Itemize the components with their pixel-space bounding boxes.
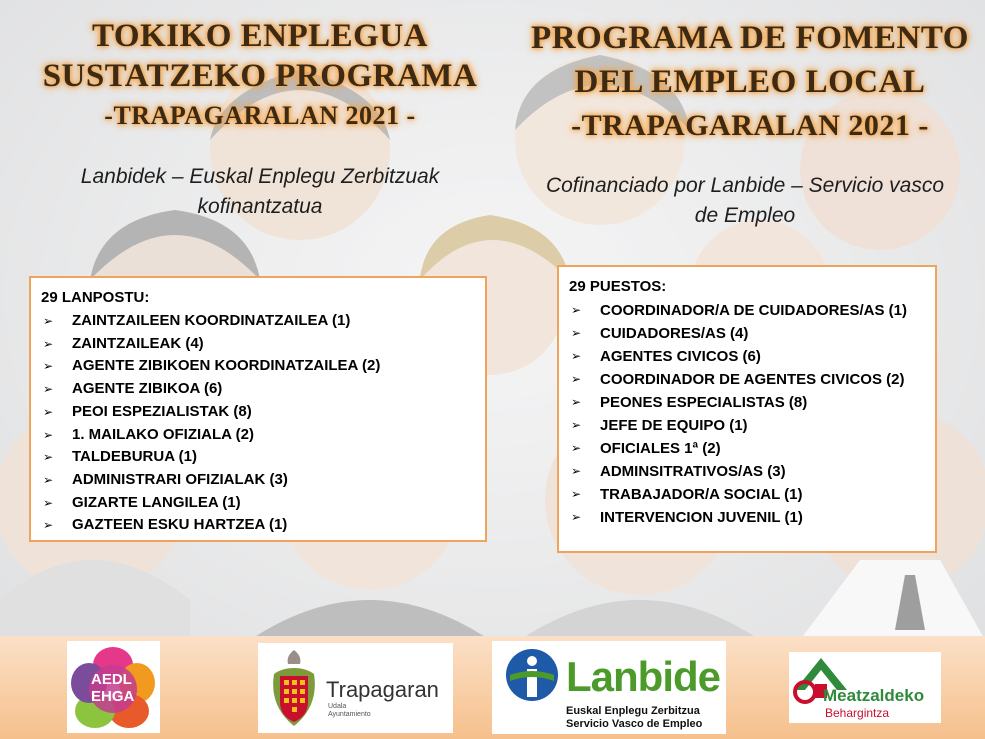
trapagaran-logo-sub1: Udala bbox=[328, 703, 347, 710]
trapagaran-logo-name: Trapagaran bbox=[326, 677, 439, 702]
meatzaldeko-logo-name: Meatzaldeko bbox=[823, 686, 925, 705]
arrow-bullet-icon: ➢ bbox=[571, 372, 582, 386]
job-basque-item bbox=[41, 492, 475, 515]
arrow-bullet-icon: ➢ bbox=[43, 336, 54, 351]
job-basque-item-label: AGENTE ZIBIKOEN KOORDINATZAILEA (2) bbox=[72, 357, 381, 375]
aedl-ehga-logo bbox=[67, 641, 160, 733]
aedl-logo-line2: EHGA bbox=[91, 688, 135, 705]
job-list-basque bbox=[29, 276, 487, 542]
arrow-bullet-icon: ➢ bbox=[571, 487, 582, 501]
arrow-bullet-icon: ➢ bbox=[571, 326, 582, 340]
arrow-bullet-icon: ➢ bbox=[43, 518, 54, 533]
job-basque-item bbox=[41, 355, 475, 378]
job-basque-item bbox=[41, 401, 475, 424]
job-spanish-item-label: COORDINADOR DE AGENTES CIVICOS (2) bbox=[600, 371, 905, 388]
job-spanish-item-label: PEONES ESPECIALISTAS (8) bbox=[600, 394, 808, 411]
arrow-bullet-icon: ➢ bbox=[43, 495, 54, 510]
arrow-bullet-icon: ➢ bbox=[43, 427, 54, 442]
job-spanish-item bbox=[569, 506, 925, 529]
job-basque-item-label: 1. MAILAKO OFIZIALA (2) bbox=[72, 425, 254, 443]
job-spanish-item-label: AGENTES CIVICOS (6) bbox=[600, 348, 761, 365]
job-list-spanish bbox=[557, 265, 937, 553]
job-basque-item-label: AGENTE ZIBIKOA (6) bbox=[72, 380, 223, 398]
job-spanish-item bbox=[569, 483, 925, 506]
title-spanish-line2: DEL EMPLEO LOCAL bbox=[574, 64, 926, 100]
job-spanish-item-label: TRABAJADOR/A SOCIAL (1) bbox=[600, 486, 803, 503]
job-basque-item-label: GAZTEEN ESKU HARTZEA (1) bbox=[72, 516, 288, 534]
job-list-spanish-heading: 29 PUESTOS: bbox=[569, 278, 667, 295]
job-basque-item bbox=[41, 310, 475, 333]
job-spanish-item-label: CUIDADORES/AS (4) bbox=[600, 325, 749, 342]
job-list-spanish-items bbox=[569, 299, 925, 529]
job-spanish-item-label: INTERVENCION JUVENIL (1) bbox=[600, 509, 803, 526]
job-basque-item-label: ADMINISTRARI OFIZIALAK (3) bbox=[72, 470, 288, 488]
job-basque-item bbox=[41, 378, 475, 401]
job-basque-item bbox=[41, 333, 475, 356]
job-basque-item-label: ZAINTZAILEAK (4) bbox=[72, 334, 204, 352]
job-basque-item-label: TALDEBURUA (1) bbox=[72, 448, 197, 466]
arrow-bullet-icon: ➢ bbox=[571, 303, 582, 317]
meatzaldeko-logo bbox=[789, 652, 941, 723]
job-spanish-item-label: COORDINADOR/A DE CUIDADORES/AS (1) bbox=[600, 302, 907, 319]
meatzaldeko-logo-sub: Behargintza bbox=[825, 706, 890, 720]
subtitle-basque: Lanbidek – Euskal Enplegu Zerbitzuak kofinantzatua bbox=[80, 165, 440, 218]
job-spanish-item bbox=[569, 414, 925, 437]
job-spanish-item bbox=[569, 322, 925, 345]
job-basque-item bbox=[41, 469, 475, 492]
job-spanish-item-label: JEFE DE EQUIPO (1) bbox=[600, 417, 748, 434]
job-basque-item-label: GIZARTE LANGILEA (1) bbox=[72, 493, 241, 511]
arrow-bullet-icon: ➢ bbox=[571, 418, 582, 432]
title-basque bbox=[40, 16, 480, 136]
job-basque-item-label: ZAINTZAILEEN KOORDINATZAILEA (1) bbox=[72, 312, 351, 329]
arrow-bullet-icon: ➢ bbox=[43, 450, 54, 465]
job-basque-item-label: PEOI ESPEZIALISTAK (8) bbox=[72, 402, 252, 420]
arrow-bullet-icon: ➢ bbox=[43, 314, 54, 328]
arrow-bullet-icon: ➢ bbox=[571, 441, 582, 455]
arrow-bullet-icon: ➢ bbox=[571, 464, 582, 478]
subtitle-spanish: Cofinanciado por Lanbide – Servicio vasco de Empleo bbox=[545, 174, 945, 227]
aedl-logo-line1: AEDL bbox=[91, 671, 132, 688]
arrow-bullet-icon: ➢ bbox=[571, 395, 582, 409]
trapagaran-coat-of-arms-icon bbox=[264, 646, 324, 731]
job-spanish-item-label: OFICIALES 1ª (2) bbox=[600, 440, 721, 457]
title-basque-line3: -TRAPAGARALAN 2021 - bbox=[104, 101, 416, 130]
job-list-basque-heading: 29 LANPOSTU: bbox=[41, 289, 150, 306]
lanbide-logo bbox=[492, 641, 726, 734]
job-spanish-item bbox=[569, 299, 925, 322]
job-spanish-item bbox=[569, 391, 925, 414]
job-basque-item bbox=[41, 424, 475, 447]
arrow-bullet-icon: ➢ bbox=[43, 359, 54, 374]
arrow-bullet-icon: ➢ bbox=[43, 404, 54, 419]
arrow-bullet-icon: ➢ bbox=[43, 472, 54, 487]
job-spanish-item bbox=[569, 460, 925, 483]
title-basque-line2: SUSTATZEKO PROGRAMA bbox=[42, 58, 478, 94]
job-spanish-item bbox=[569, 345, 925, 368]
job-basque-item bbox=[41, 514, 475, 537]
trapagaran-logo-sub2: Ayuntamiento bbox=[328, 711, 371, 718]
trapagaran-logo bbox=[258, 643, 453, 733]
lanbide-logo-name: Lanbide bbox=[566, 653, 721, 700]
lanbide-logo-sub1: Euskal Enplegu Zerbitzua bbox=[566, 705, 700, 717]
title-spanish-line3: -TRAPAGARALAN 2021 - bbox=[571, 109, 929, 142]
title-spanish bbox=[510, 16, 985, 148]
arrow-bullet-icon: ➢ bbox=[571, 510, 582, 524]
arrow-bullet-icon: ➢ bbox=[571, 349, 582, 363]
job-list-basque-items bbox=[41, 310, 475, 537]
job-spanish-item bbox=[569, 437, 925, 460]
arrow-bullet-icon: ➢ bbox=[43, 382, 54, 397]
title-basque-line1: TOKIKO ENPLEGUA bbox=[91, 18, 429, 54]
lanbide-logo-sub2: Servicio Vasco de Empleo bbox=[566, 718, 703, 730]
lanbide-emblem-icon bbox=[504, 647, 560, 703]
title-spanish-line1: PROGRAMA DE FOMENTO bbox=[531, 20, 969, 56]
job-spanish-item-label: ADMINSITRATIVOS/AS (3) bbox=[600, 463, 786, 480]
job-basque-item bbox=[41, 446, 475, 469]
job-spanish-item bbox=[569, 368, 925, 391]
